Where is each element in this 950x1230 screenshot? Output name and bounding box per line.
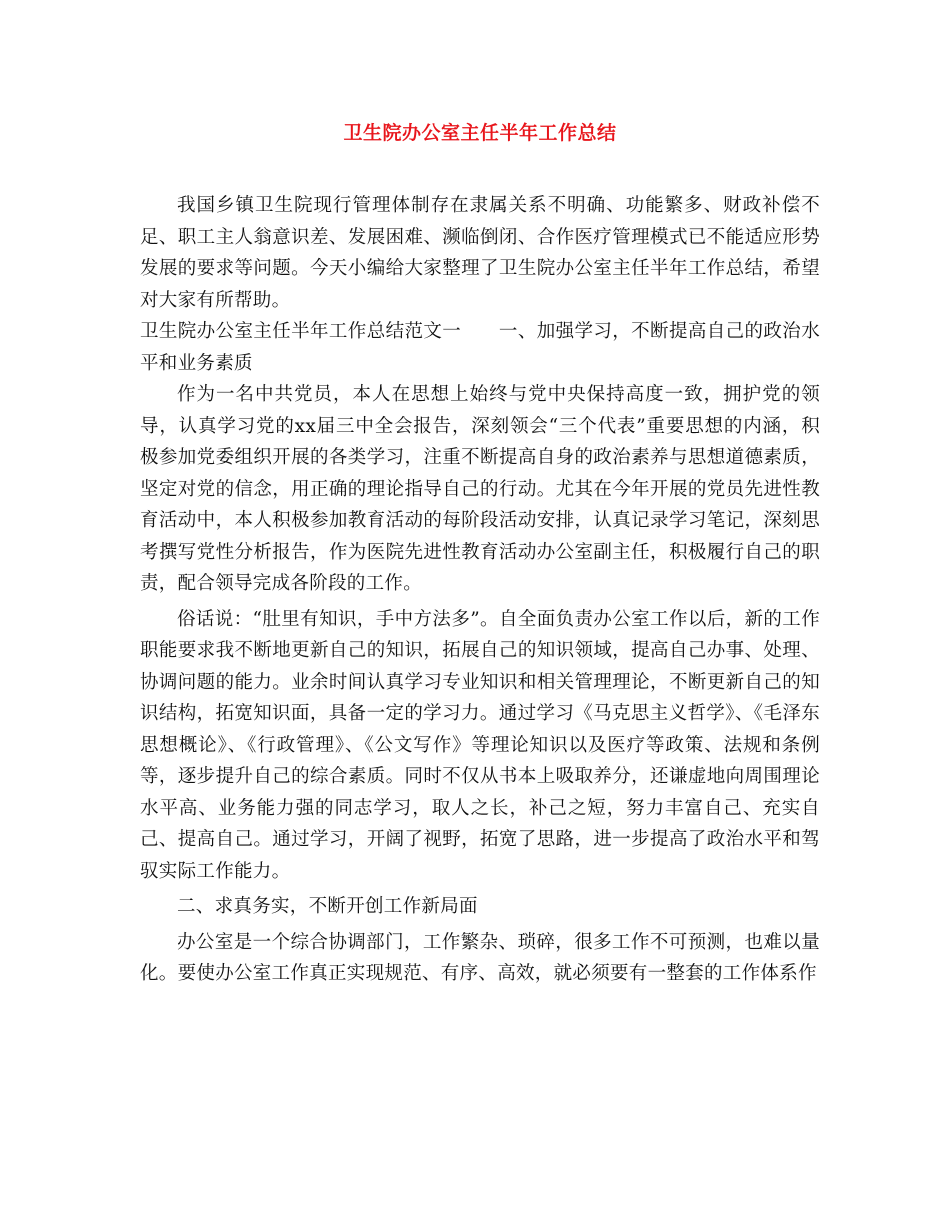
section-heading-2: 二、求真务实，不断开创工作新局面	[177, 896, 478, 917]
document-page	[140, 118, 820, 990]
intro-paragraph: 我国乡镇卫生院现行管理体制存在隶属关系不明确、功能繁多、财政补偿不足、职工主人翁意识差、发展困难、濒临倒闭、合作医疗管理模式已不能适应形势发展的要求等问题。今天小编给大家整理了卫生院办公室主任半年工作总结，希望对大家有所帮助。	[140, 195, 820, 311]
section-heading-paragraph: 卫生院办公室主任半年工作总结范文一 一、加强学习，不断提高自己的政治水平和业务素质	[140, 321, 820, 374]
body-paragraph-party-study: 作为一名中共党员，本人在思想上始终与党中央保持高度一致，拥护党的领导，认真学习党的xx届三中全会报告，深刻领会“三个代表”重要思想的内涵，积极参加党委组织开展的各类学习，注重不断提高自身的政治素养与思想道德素质，坚定对党的信念，用正确的理论指导自己的行动。尤其在今年开展的党员先进性教育活动中，本人积极参加教育活动的每阶段活动安排，认真记录学习笔记，深刻思考撰写党性分析报告，作为医院先进性教育活动办公室副主任，积极履行自己的职责，配合领导完成各阶段的工作。	[140, 384, 820, 594]
document-title: 卫生院办公室主任半年工作总结	[343, 122, 617, 144]
body-paragraph-knowledge: 俗话说：“肚里有知识，手中方法多”。自全面负责办公室工作以后，新的工作职能要求我不断地更新自己的知识，拓展自己的知识领域，提高自己办事、处理、协调问题的能力。业余时间认真学习专业知识和相关管理理论，不断更新自己的知识结构，拓宽知识面，具备一定的学习力。通过学习《马克思主义哲学》、《毛泽东思想概论》、《行政管理》、《公文写作》等理论知识以及医疗等政策、法规和条例等，逐步提升自己的综合素质。同时不仅从书本上吸取养分，还谦虚地向周围理论水平高、业务能力强的同志学习，取人之长，补己之短，努力丰富自己、充实自己、提高自己。通过学习，开阔了视野，拓宽了思路，进一步提高了政治水平和驾驭实际工作能力。	[140, 608, 820, 882]
body-paragraph-office: 办公室是一个综合协调部门，工作繁杂、琐碎，很多工作不可预测，也难以量化。要使办公室工作真正实现规范、有序、高效，就必须要有一整套的工作体系作	[140, 931, 820, 984]
